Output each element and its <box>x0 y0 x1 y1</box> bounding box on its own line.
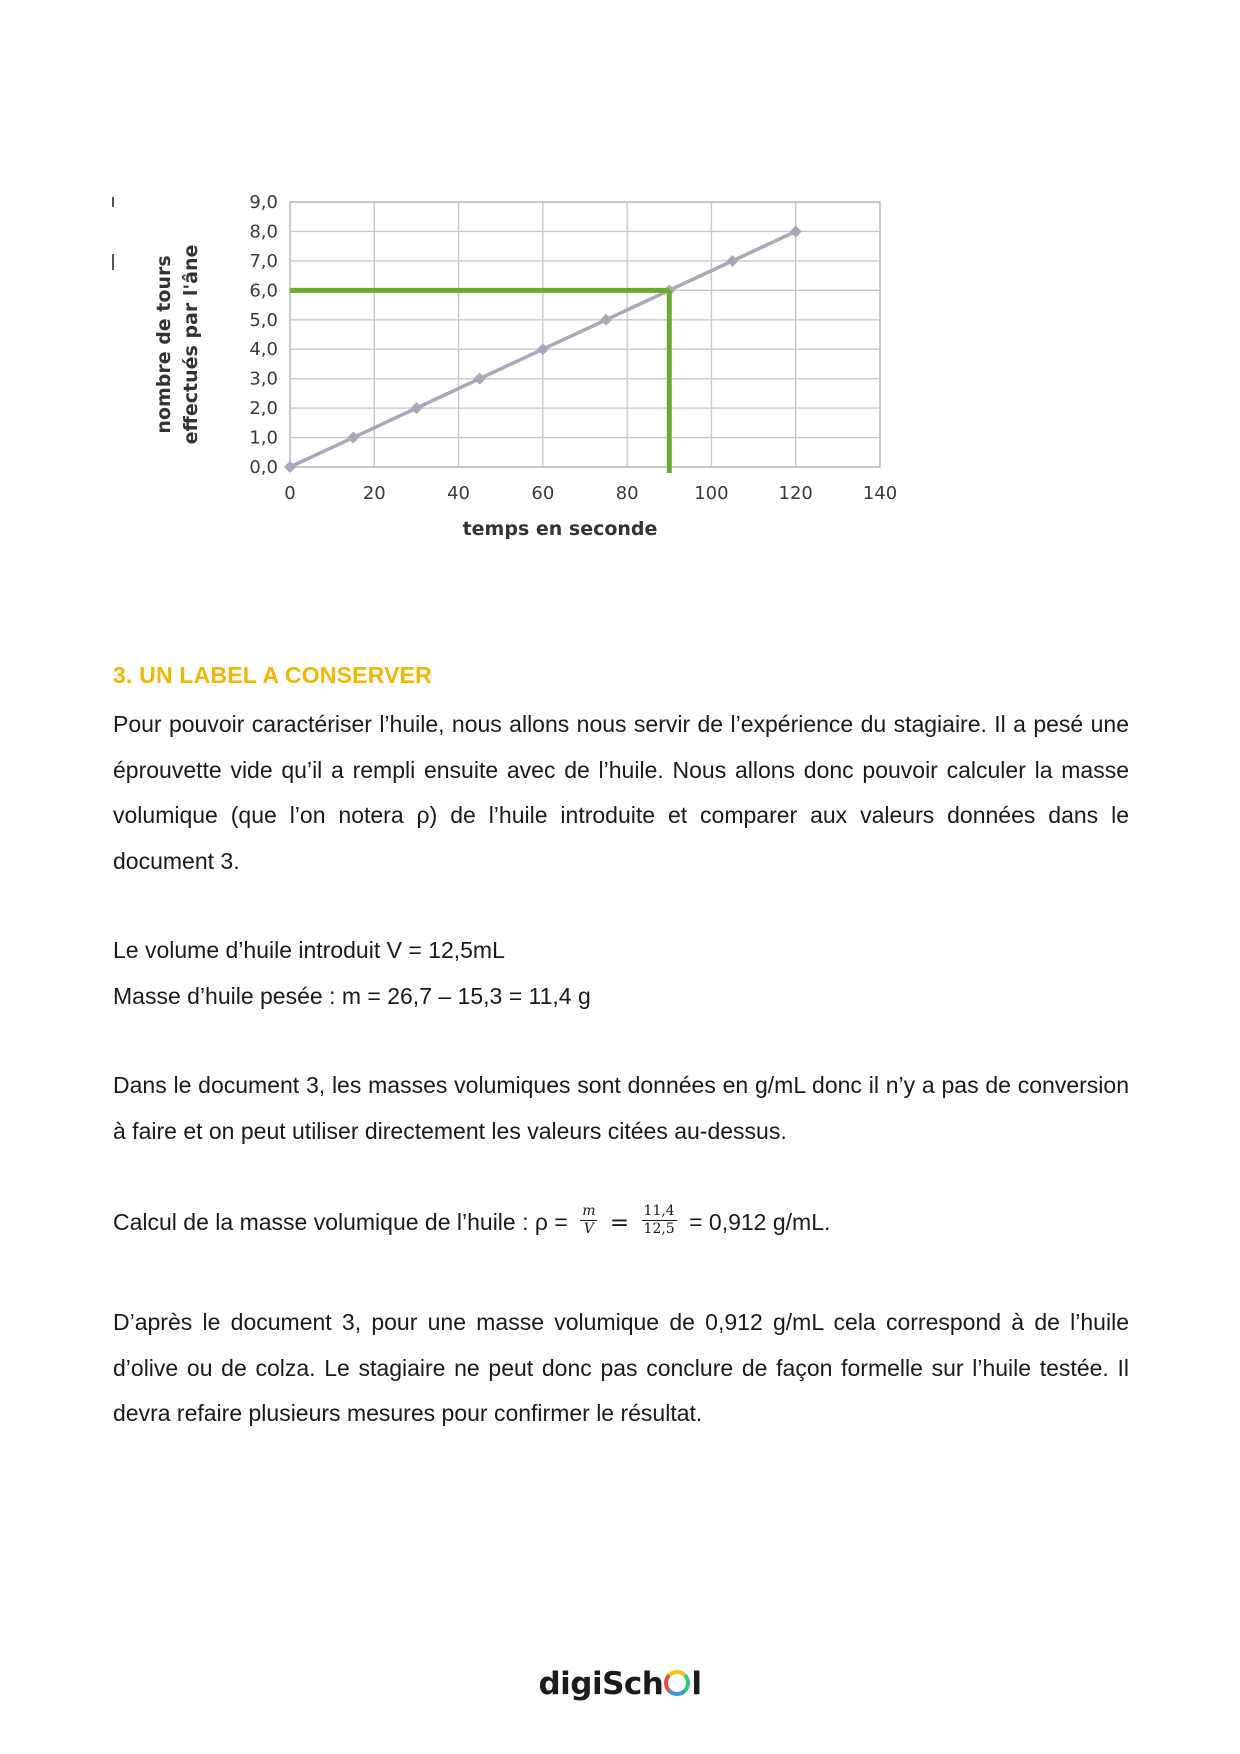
logo-text-prefix: digiSch <box>538 1666 664 1702</box>
calc-prefix: Calcul de la masse volumique de l’huile : ρ = <box>113 1209 568 1235</box>
x-tick-label: 20 <box>362 483 386 504</box>
y-tick-label: 5,0 <box>249 309 278 331</box>
y-tick-label: 1,0 <box>249 427 278 449</box>
x-axis-label: temps en seconde <box>462 518 658 540</box>
fraction-values <box>642 1203 677 1238</box>
data-point-marker <box>347 432 359 444</box>
chart-svg <box>100 185 920 605</box>
calc-result: = 0,912 g/mL. <box>689 1209 831 1235</box>
paragraph-conversion: Dans le document 3, les masses volumiques sont données en g/mL donc il n’y a pas de conversion à faire et on peut utiliser directement les valeurs citées au-dessus. <box>113 1072 1129 1144</box>
x-tick-label: 100 <box>694 483 729 504</box>
data-point-marker <box>410 402 422 414</box>
y-tick-label: 6,0 <box>249 280 278 302</box>
x-tick-label: 40 <box>447 483 471 504</box>
x-tick-label: 80 <box>615 483 639 504</box>
data-point-marker <box>600 314 612 326</box>
frac1-numerator: m <box>582 1203 596 1220</box>
logo-ring-icon <box>664 1670 690 1696</box>
y-axis-label-line: effectués par l'âne <box>180 244 202 445</box>
x-tick-label: 120 <box>778 483 813 504</box>
paragraph-intro: Pour pouvoir caractériser l’huile, nous allons nous servir de l’expérience du stagiaire. Il a pesé une éprouvette vide qu’il a rempli ensuite avec de l’huile. Nous allons donc pouvoir calculer la masse volumique (que l’on notera ρ) de l’huile introduite et comparer aux valeurs données dans le document 3. <box>113 711 1129 874</box>
digischool-logo <box>0 1666 1240 1702</box>
y-tick-label: 8,0 <box>249 221 278 243</box>
masse-line: Masse d’huile pesée : m = 26,7 – 15,3 = 11,4 g <box>113 982 591 1009</box>
fraction-m-over-v <box>580 1203 597 1238</box>
x-tick-label: 0 <box>284 483 296 504</box>
section-title: 3. UN LABEL A CONSERVER <box>113 662 432 688</box>
y-tick-label: 7,0 <box>249 250 278 272</box>
y-tick-label: 3,0 <box>249 368 278 390</box>
logo-text-suffix: l <box>691 1666 702 1702</box>
line-chart <box>100 185 920 605</box>
data-point-marker <box>284 461 296 473</box>
frac2-denominator: 12,5 <box>643 1221 675 1238</box>
y-axis-label-line: nombre de tours <box>153 255 175 434</box>
equals-sign: = <box>609 1210 630 1236</box>
calculation-line <box>113 1198 1129 1258</box>
data-point-marker <box>474 373 486 385</box>
frac1-denominator: V <box>583 1221 594 1238</box>
data-point-marker <box>727 255 739 267</box>
paragraph-conclusion: D’après le document 3, pour une masse volumique de 0,912 g/mL cela correspond à de l’huile d’olive ou de colza. Le stagiaire ne peut donc pas conclure de façon formelle sur l’huile testée. Il devra refaire plusieurs mesures pour confirmer le résultat. <box>113 1309 1129 1426</box>
frac2-numerator: 11,4 <box>643 1203 675 1220</box>
x-tick-label: 60 <box>531 483 555 504</box>
data-lines <box>113 928 1129 1019</box>
data-point-marker <box>790 225 802 237</box>
y-tick-label: 0,0 <box>249 457 278 478</box>
y-tick-label: 9,0 <box>249 192 278 213</box>
y-tick-label: 4,0 <box>249 339 278 361</box>
data-point-marker <box>537 343 549 355</box>
x-tick-label: 140 <box>862 483 898 504</box>
y-tick-label: 2,0 <box>249 398 278 420</box>
volume-line: Le volume d’huile introduit V = 12,5mL <box>113 937 505 963</box>
